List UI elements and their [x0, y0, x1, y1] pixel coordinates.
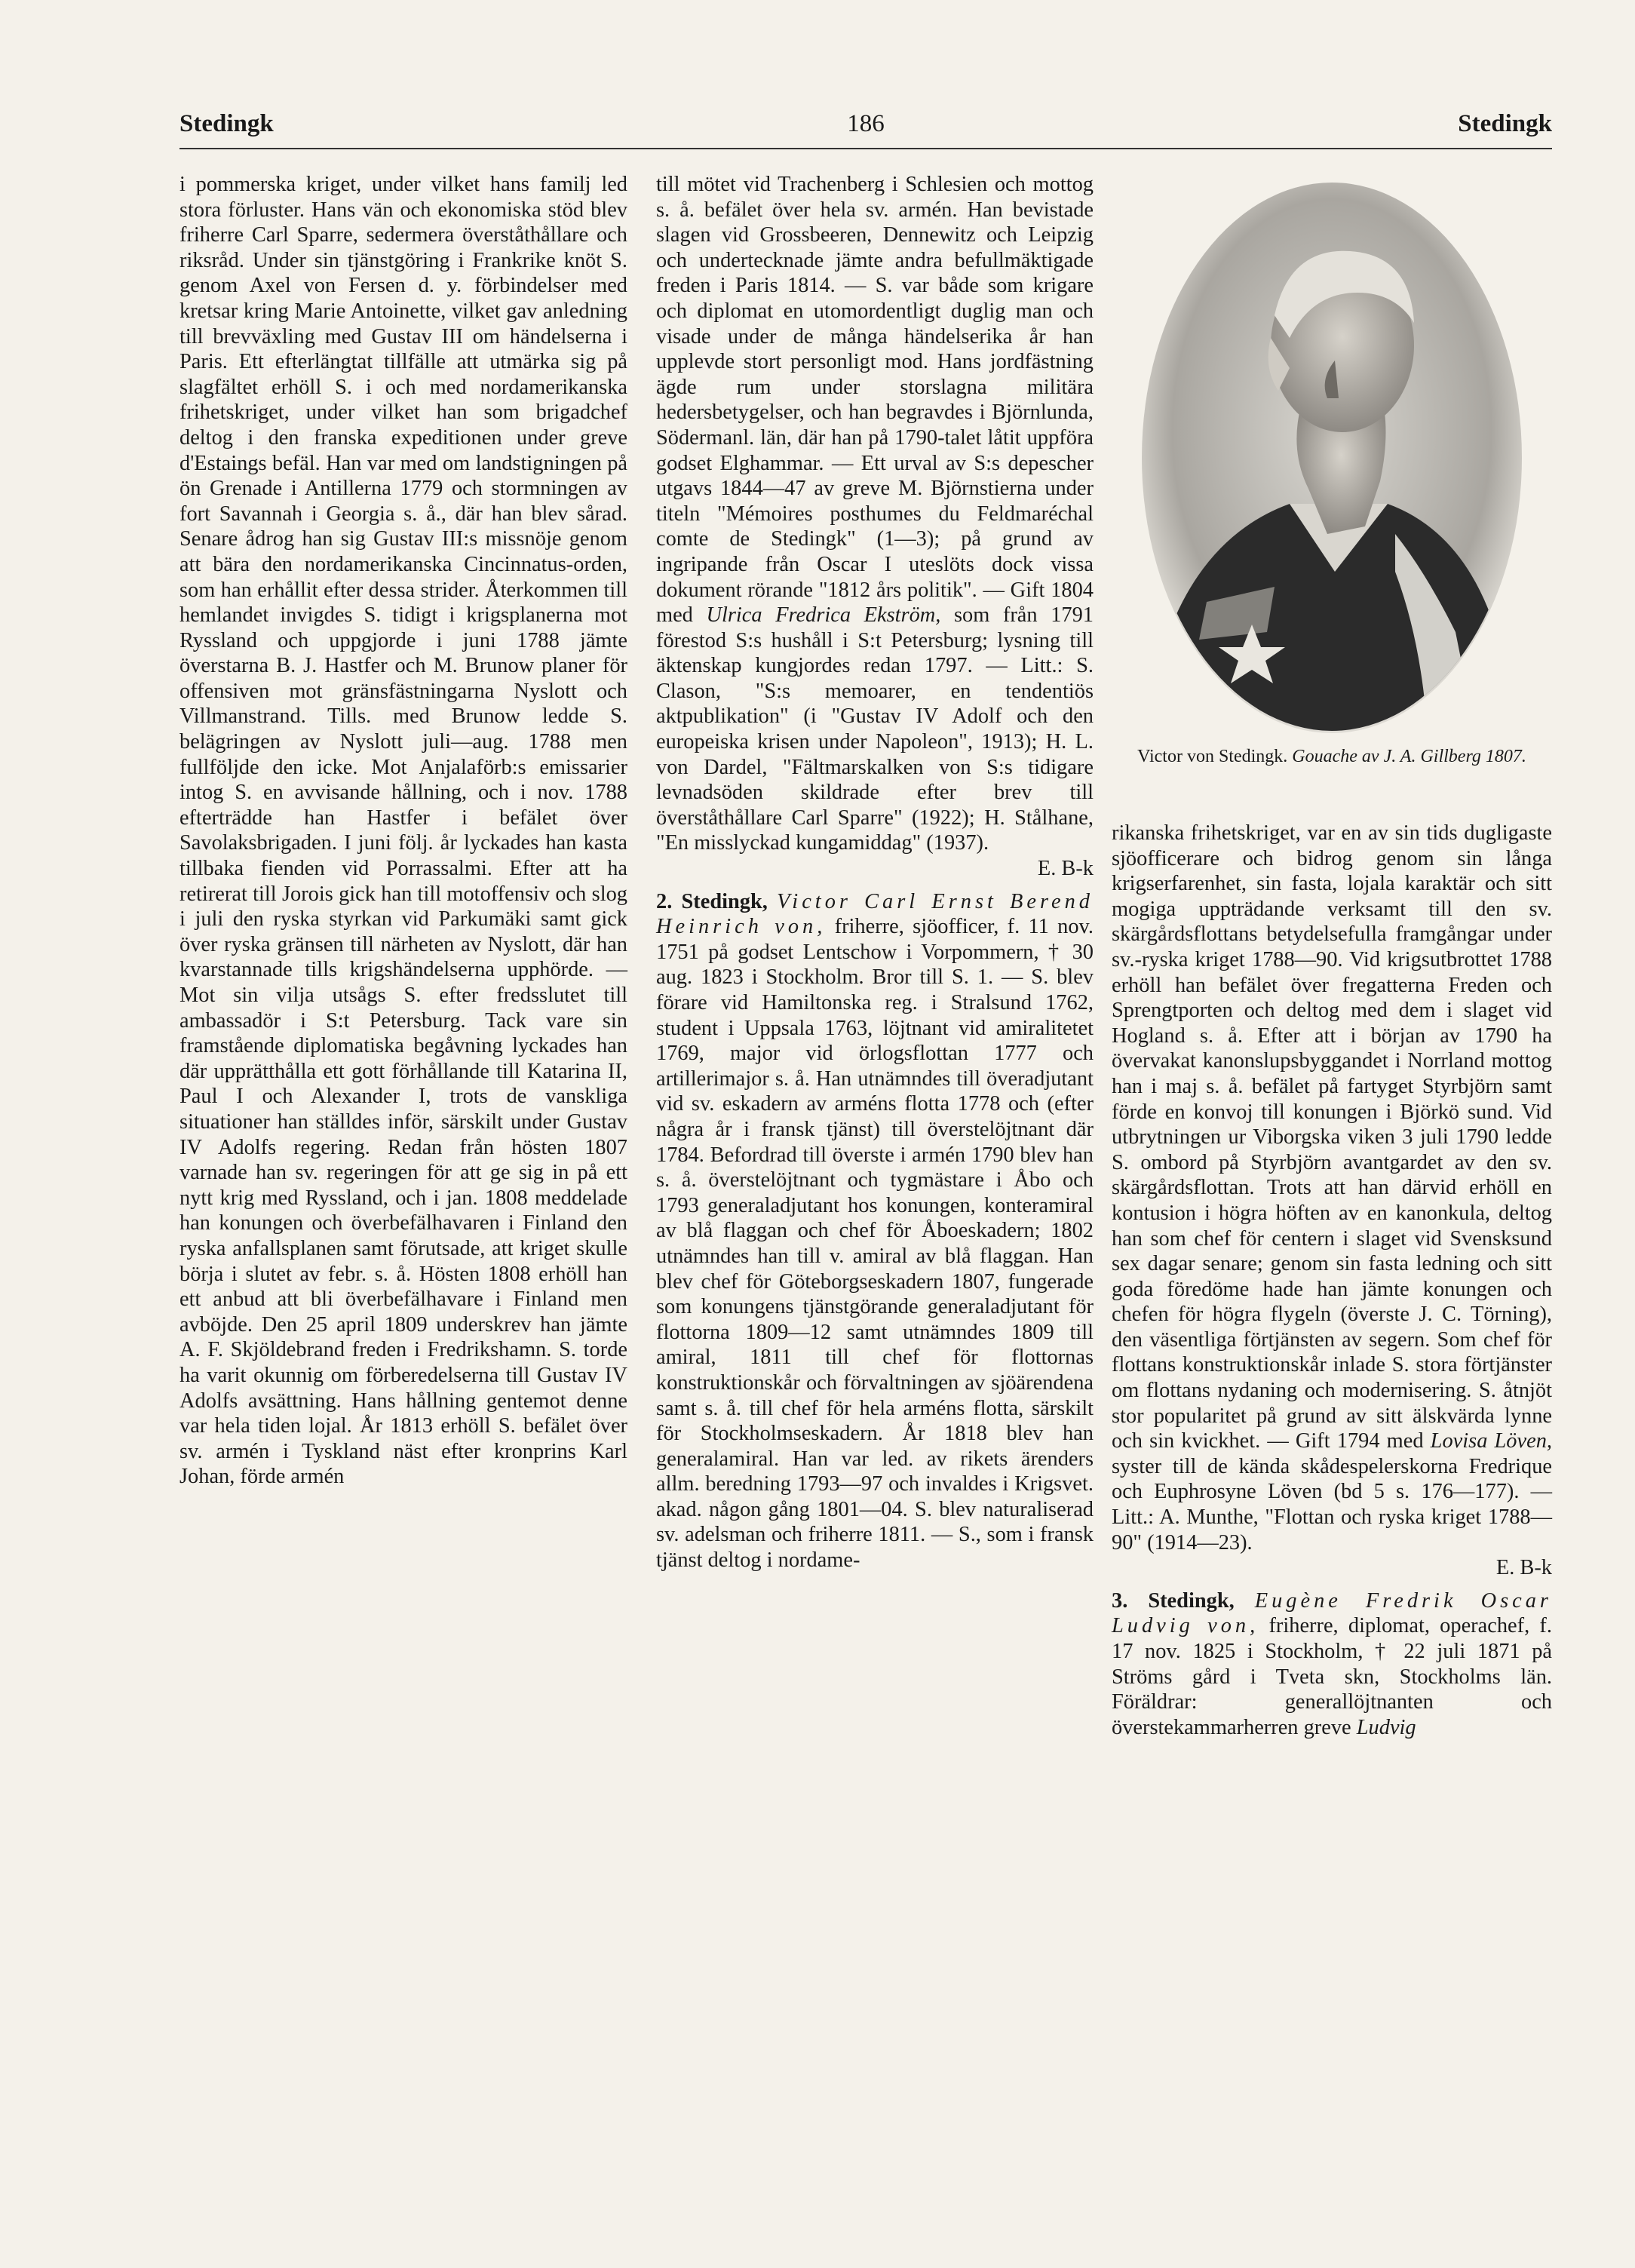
entry-1-spouse: Ulrica Fredrica Ekström, — [706, 603, 941, 628]
entry-3-tail: Ludvig — [1356, 1715, 1416, 1739]
column-1 — [179, 172, 627, 1490]
caption-text: Victor von Stedingk. — [1137, 747, 1288, 766]
entry-2-text: friherre, sjöofficer, f. 11 nov. 1751 på godset Lentschow i Vorpommern, † 30 aug. 1823 i Stockholm. Bror till S. 1. — S. blev förare vid Hamiltonska reg. i Stralsund 1762, student i Uppsala 1763, löjtnant vid amiralitetet 1769, major vid örlogsflottan 1777 och artillerimajor s. å. Han utnämndes till överadjutant vid sv. eskadern av arméns flotta 1778 och (efter några år i fransk tjänst) till överstelöjtnant där 1784. Befordrad till överste i armén 1790 blev han s. å. överstelöjtnant och tygmästare i Åbo och 1793 generaladjutant hos konungen, konteramiral av blå flaggan och chef för Åboeskadern; 1802 utnämndes han till v. amiral av blå flaggan. Han blev chef för Göteborgseskadern 1807, fungerade som konungens tjänstgörande generaladjutant för flottorna 1809—12 samt utnämndes 1809 till amiral, 1811 till chef för flottornas konstruktionskår och förvaltningen av sjöärendena samt s. å. till chef för hela arméns flotta, särskilt för Stockholmseskadern. År 1818 blev han generalamiral. Han var led. av rikets ärenders allm. beredning 1793—97 och invaldes i Krigsvet. akad. någon gång 1801—04. S. blev naturaliserad sv. adelsman och friherre 1811. — S., som i fransk tjänst deltog i nordame- — [656, 915, 1094, 1573]
entry-2-references: syster till de kända skådespelerskorna Fredrique och Euphrosyne Löven (bd 5 s. 176—177). — Litt.: A. Munthe, "Flottan och ryska kriget 1788—90" (1914—23). — [1112, 1454, 1552, 1554]
entry-3-number: 3. — [1112, 1588, 1128, 1613]
entry-1-text: till mötet vid Trachenberg i Schlesien och mottog s. å. befälet över hela sv. armén. Han bevistade slagen vid Grossbeeren, Dennewitz och Leipzig och undertecknade jämte andra befullmäktigade freden i Paris 1814. — S. var både som krigare och diplomat en utomordentligt duglig man och visade under de många händelserika år han upplevde stort personligt mod. Hans jordfästning ägde rum under storslagna militära hedersbetygelser, och han begravdes i Björnlunda, Södermanl. län, där han på 1790-talet låtit uppföra godset Elghammar. — Ett urval av S:s depescher utgavs 1844—47 av greve M. Björnstierna under titeln "Mémoires posthumes du Feldmaréchal comte de Stedingk" (1—3); på grund av ingripande från Oscar I uteslöts dock vissa dokument rörande "1812 års politik". — Gift 1804 med — [656, 173, 1094, 628]
entry-2-signature: E. B-k — [1495, 1556, 1552, 1580]
page-number: 186 — [847, 110, 885, 137]
running-header — [179, 106, 1552, 151]
portrait-caption — [1112, 745, 1552, 768]
entry-3-names: Eugène Fredrik Oscar Ludvig von, — [1112, 1588, 1552, 1638]
entry-2-continuation — [1112, 821, 1552, 1581]
entry-1-references: som från 1791 förestod S:s hushåll i S:t Petersburg; lysning till äktenskap kungjordes redan 1797. — Litt.: S. Clason, "S:s memoarer, en tendentiös aktpublikation" (i "Gustav IV Adolf och den europeiska krisen under Napoleon", 1913); H. L. von Dardel, "Fältmarskalken von S:s tidigare levnadsöden skildrade efter brev till överståthållare Carl Sparre" (1922); H. Stålhane, "En misslyckad kungamiddag" (1937). — [656, 603, 1094, 855]
column-3 — [1112, 821, 1552, 1740]
portrait-image — [1139, 180, 1525, 736]
entry-2-names: Victor Carl Ernst Berend Heinrich von, — [656, 889, 1094, 939]
entry-2-cont-text: rikanska frihetskriget, var en av sin tids dugligaste sjöofficerare och bidrog genom sin långa krigserfarenhet, sin fasta, lojala karaktär och sitt mogiga uppträdande verksamt till den sv. skärgårdsflottans betydelsefulla framgångar under sv.-ryska kriget 1788—90. Vid krigsutbrottet 1788 erhöll han befälet över fregatterna Freden och Sprengtporten och deltog med dem i slaget vid Hogland s. å. Efter att i början av 1790 ha övervakat kanonslupsbyggandet i Norrland mottog han i maj s. å. befälet på fartyget Styrbjörn samt förde en konvoj till konungen i Björkö sund. Vid utbrytningen ur Viborgska viken 3 juli 1790 ledde S. ombord på Styrbjörn avantgardet av den sv. skärgårdsflottan. Trots att han därvid erhöll en kontusion i högra höften av en kanonkula, deltog han som chef för centern i slaget vid Svensksund sex dagar senare; genom sin fasta ledning och sitt goda föredöme hade han jämte konungen och chefen för högra flygeln (överste J. C. Törning), den väsentliga förtjänsten av segern. Som chef för flottans konstruktionskår inlade S. stora förtjänster om flottans nydaning och modernisering. S. åtnjöt stor popularitet på grund av sitt älskvärda lynne och sin kvickhet. — Gift 1794 med — [1112, 821, 1552, 1453]
entry-3-title: Stedingk, — [1148, 1588, 1235, 1613]
entry-3-text: friherre, diplomat, operachef, f. 17 nov. 1825 i Stockholm, † 22 juli 1871 på Ströms gård i Tveta skn, Stockholms län. Föräldrar: generallöjtnanten och överstekammarherren greve — [1112, 1614, 1552, 1739]
entry-3 — [1112, 1588, 1552, 1741]
entry-2-number: 2. — [656, 889, 673, 913]
column-2 — [656, 172, 1094, 1573]
entry-2 — [656, 889, 1094, 1573]
caption-credit: Gouache av J. A. Gillberg 1807. — [1292, 747, 1526, 766]
header-left-title: Stedingk — [179, 110, 274, 137]
entry-2-spouse: Lovisa Löven, — [1430, 1429, 1552, 1453]
column-1-text: i pommerska kriget, under vilket hans familj led stora förluster. Hans vän och ekonomiska stöd blev friherre Carl Sparre, sedermera överståthållare och riksråd. Under sin tjänstgöring i Frankrike knöt S. genom Axel von Fersen d. y. förbindelser med kretsar kring Marie Antoinette, vilket gav anledning till brevväxling med Gustav III om händelserna i Paris. Ett efterlängtat tillfälle att utmärka sig på slagfältet erhöll S. i och med nordamerikanska frihetskriget, under vilket han som brigadchef deltog i den franska expeditionen under greve d'Estaings befäl. Han var med om landstigningen på ön Grenade i Antillerna 1779 och stormningen av fort Savannah i Georgia s. å., där han blev sårad. Senare ådrog han sig Gustav III:s missnöje genom att bära den nordamerikanska Cincinnatus-orden, som han erhållit efter dessa strider. Återkommen till hemlandet invigdes S. tidigt i krigsplanerna mot Ryssland och uppgjorde i juni 1788 jämte överstarna B. J. Hastfer och M. Brunow planer för offensiven mot gränsfästningarna Nyslott och Villmanstrand. Tills. med Brunow ledde S. belägringen av Nyslott juli—aug. 1788 men fullföljde den icke. Mot Anjalaförb:s emissarier intog S. en avvisande hållning, och i nov. 1788 efterträdde han Hastfer i befälet över Savolaksbrigaden. I juni följ. år lyckades han kasta tillbaka fienden vid Porrassalmi. Efter att ha retirerat till Jorois gick han till motoffensiv och slog i juli den ryska styrkan vid Parkumäki samt gick över ryska gränsen till närheten av Nyslott, där han kvarstannade tills krigshändelserna upphörde. — Mot sin vilja utsågs S. efter fredsslutet till ambassadör i S:t Petersburg. Tack vare sin framstående diplomatiska begåvning lyckades han där upprätthålla ett gott förhållande till Katarina II, Paul I och Alexander I, trots de vanskliga situationer han ställdes inför, särskilt under Gustav IV Adolfs regering. Redan från hösten 1807 varnade han sv. regeringen för att ge sig in på ett nytt krig med Ryssland, och i jan. 1808 meddelade han konungen och överbefälhavaren i Finland den ryska anfallsplanen samt förutsade, att kriget skulle börja i slutet av febr. s. å. Hösten 1808 erhöll han ett anbud att bli överbefälhavare i Finland men avböjde. Den 25 april 1809 underskrev han jämte A. F. Skjöldebrand freden i Fredrikshamn. S. torde ha varit okunnig om förberedelserna till Gustav IV Adolfs avsättning. Hans hållning gentemot denne var hela tiden lojal. År 1813 erhöll S. befälet över sv. armén i Tyskland näst efter kronprins Karl Johan, förde armén — [179, 173, 627, 1489]
entry-1-signature: E. B-k — [1037, 857, 1094, 881]
entry-1-continuation — [656, 172, 1094, 882]
header-rule — [179, 148, 1552, 149]
portrait-illustration — [1139, 180, 1525, 736]
header-right-title: Stedingk — [1458, 110, 1552, 137]
entry-2-title: Stedingk, — [681, 889, 768, 913]
